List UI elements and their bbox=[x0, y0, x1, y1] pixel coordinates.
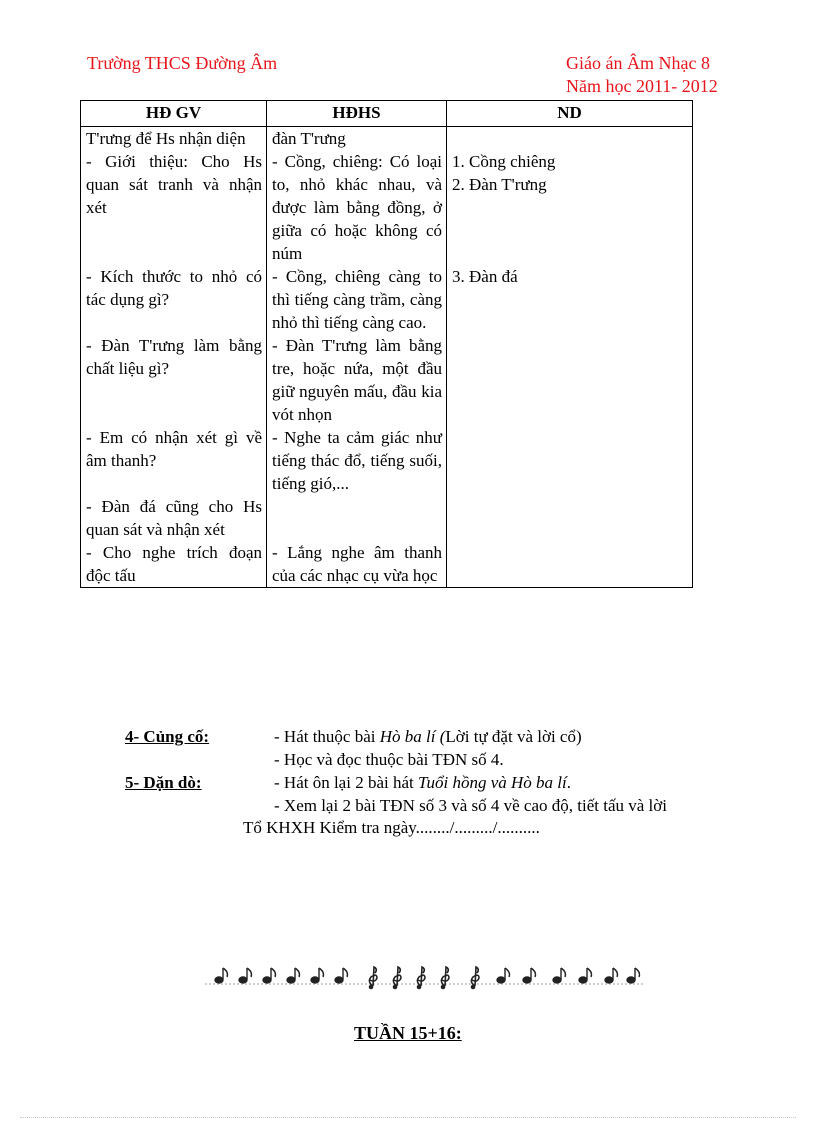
content-item: 2. Đàn T'rưng bbox=[452, 175, 547, 194]
school-name: Trường THCS Đường Âm bbox=[87, 53, 278, 73]
table-row bbox=[81, 127, 693, 151]
consolidate-line-1: - Hát thuộc bài Hò ba lí (Lời tự đặt và lời cổ) bbox=[274, 727, 582, 746]
content-cell bbox=[447, 426, 693, 495]
homework-line-1: - Hát ôn lại 2 bài hát Tuổi hồng và Hò ba lí. bbox=[274, 773, 572, 792]
teacher-activity: - Em có nhận xét gì về âm thanh? bbox=[81, 426, 267, 495]
school-year: Năm học 2011- 2012 bbox=[566, 76, 718, 96]
eighth-note-icon bbox=[497, 968, 640, 983]
student-activity: - Nghe ta cảm giác như tiếng thác đổ, tiếng suối, tiếng gió,... bbox=[267, 426, 447, 495]
content-cell bbox=[447, 127, 693, 151]
header-content: ND bbox=[447, 101, 693, 127]
table-row bbox=[81, 426, 693, 495]
table-row bbox=[81, 495, 693, 541]
teacher-activity: - Cho nghe trích đoạn độc tấu bbox=[81, 541, 267, 588]
content-cell bbox=[447, 495, 693, 541]
table-row bbox=[81, 150, 693, 265]
treble-clef-icon bbox=[369, 967, 479, 989]
lesson-table bbox=[80, 100, 693, 588]
consolidate-label: 4- Củng cố: bbox=[125, 727, 210, 746]
table-row bbox=[81, 334, 693, 426]
content-cell bbox=[447, 265, 693, 334]
homework-label: 5- Dặn dò: bbox=[125, 773, 202, 792]
content-cell bbox=[447, 334, 693, 426]
teacher-activity: - Đàn T'rưng làm bằng chất liệu gì? bbox=[81, 334, 267, 426]
content-cell bbox=[447, 541, 693, 588]
header-teacher: HĐ GV bbox=[81, 101, 267, 127]
content-cell bbox=[447, 150, 693, 265]
page-bottom-divider bbox=[20, 1117, 796, 1118]
header-student: HĐHS bbox=[267, 101, 447, 127]
table-header-row bbox=[81, 101, 693, 127]
check-line: Tổ KHXH Kiểm tra ngày......../........./.......... bbox=[243, 818, 540, 837]
consolidate-line-2: - Học và đọc thuộc bài TĐN số 4. bbox=[274, 750, 504, 769]
teacher-activity: - Kích thước to nhỏ có tác dụng gì? bbox=[81, 265, 267, 334]
student-activity: - Cồng, chiêng: Có loại to, nhỏ khác nhau, và được làm bằng đồng, ở giữa có hoặc không có núm bbox=[267, 150, 447, 265]
week-title: TUẦN 15+16: bbox=[354, 1023, 462, 1043]
content-item: 1. Cồng chiêng bbox=[452, 152, 556, 171]
student-activity: - Lắng nghe âm thanh của các nhạc cụ vừa học bbox=[267, 541, 447, 588]
student-activity: - Đàn T'rưng làm bằng tre, hoặc nứa, một đầu giữ nguyên mấu, đầu kia vót nhọn bbox=[267, 334, 447, 426]
music-notes-ornament bbox=[205, 964, 645, 990]
table-row bbox=[81, 541, 693, 588]
teacher-activity: T'rưng để Hs nhận diện bbox=[81, 127, 267, 151]
homework-line-2: - Xem lại 2 bài TĐN số 3 và số 4 về cao độ, tiết tấu và lời bbox=[274, 796, 667, 815]
student-activity bbox=[267, 495, 447, 541]
student-activity: - Cồng, chiêng càng to thì tiếng càng trầm, càng nhỏ thì tiếng càng cao. bbox=[267, 265, 447, 334]
student-activity: đàn T'rưng bbox=[267, 127, 447, 151]
subject-title: Giáo án Âm Nhạc 8 bbox=[566, 53, 710, 73]
table-row bbox=[81, 265, 693, 334]
eighth-note-icon bbox=[215, 968, 348, 983]
teacher-activity: - Đàn đá cũng cho Hs quan sát và nhận xét bbox=[81, 495, 267, 541]
content-item: 3. Đàn đá bbox=[452, 267, 518, 286]
teacher-activity: - Giới thiệu: Cho Hs quan sát tranh và nhận xét bbox=[81, 150, 267, 265]
